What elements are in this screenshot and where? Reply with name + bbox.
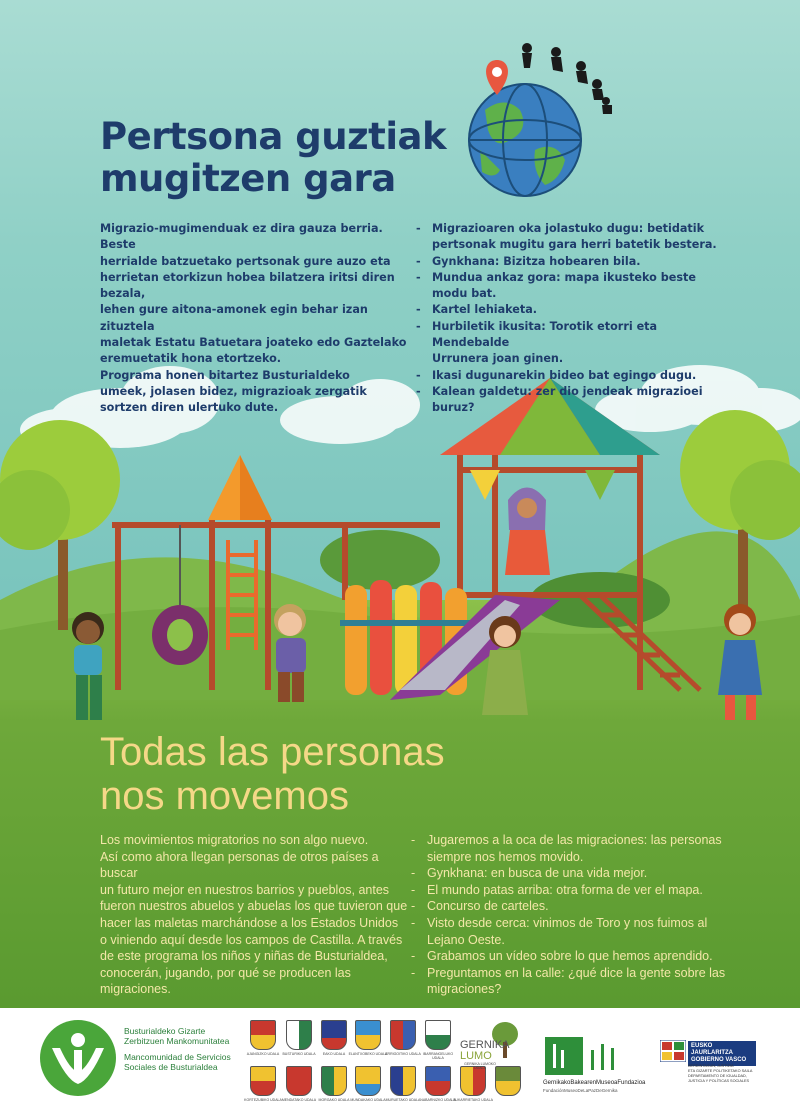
activity-item: - Gynkhana: en busca de una vida mejor.	[411, 865, 731, 882]
shield-caption: MORGAKO UDALA	[318, 1098, 350, 1102]
shield-icon	[286, 1020, 312, 1050]
gernika-logo-line: LUMO	[460, 1050, 492, 1062]
activity-item: - Ikasi dugunarekin bideo bat egingo dugu.	[416, 368, 726, 384]
activity-item: - Jugaremos a la oca de las migraciones: las personas siempre nos hemos movido.	[411, 832, 731, 865]
intro-line: Así como ahora llegan personas de otros países a buscar	[100, 849, 379, 881]
department-line: JUSTICIA Y POLÍTICAS SOCIALES	[688, 1079, 750, 1083]
org-name-line: Mancomunidad de Servicios	[124, 1052, 231, 1062]
title-spanish-line: nos movemos	[100, 774, 349, 818]
intro-line: eremuetatik hona etortzeko.	[100, 352, 282, 366]
shield-icon	[425, 1066, 451, 1096]
department-line: DEPARTAMENTO DE IGUALDAD,	[688, 1074, 747, 1078]
shield-caption: BUSTURIKO UDALA	[282, 1052, 316, 1056]
intro-line: Programa honen bitartez Busturialdeko	[100, 368, 350, 382]
government-name: EUSKO JAURLARITZA	[691, 1043, 733, 1056]
intro-line: o viniendo aquí desde los campos de Castilla. A través	[100, 932, 403, 947]
peace-museum-logo-icon	[545, 1032, 635, 1077]
shield-icon	[355, 1020, 381, 1050]
shield-icon	[425, 1020, 451, 1050]
shield-caption: AJANGIZKO UDALA	[246, 1052, 280, 1056]
activity-item: - Gynkhana: Bizitza hobearen bila.	[416, 254, 726, 270]
child-girl-right	[718, 604, 762, 720]
shield-caption: SUKARRIETAKO UDALA	[453, 1098, 493, 1102]
department-label	[688, 1064, 768, 1084]
gernika-logo-line: GERNIKA	[460, 1039, 510, 1051]
activity-item: - Preguntamos en la calle: ¿qué dice la gente sobre las migraciones?	[411, 965, 731, 998]
intro-line: herrietan etorkizun hobea bilatzera iritsi diren bezala,	[100, 270, 395, 301]
globe-icon	[469, 43, 612, 196]
government-name: GOBIERNO VASCO	[691, 1057, 747, 1063]
org-name-line: Zerbitzuen Mankomunitatea	[124, 1036, 230, 1046]
intro-line: Los movimientos migratorios no son algo nuevo.	[100, 833, 369, 847]
activity-item: - Migrazioaren oka jolastuko dugu: betidatik pertsonak mugitu gara herri batetik bestera.	[416, 221, 726, 254]
intro-line: maletak Estatu Batuetara joateko edo Gaztelako	[100, 336, 407, 350]
activities-spanish	[411, 832, 731, 998]
org-name-line: Busturialdeko Gizarte	[124, 1026, 206, 1036]
shield-caption: NABARNIZKO UDALA	[420, 1098, 456, 1102]
intro-line: lehen gure aitona-amonek egin behar izan zituztela	[100, 303, 368, 333]
intro-line: hacer las maletas marchándose a los Estados Unidos	[100, 915, 399, 930]
shield-icon	[321, 1066, 347, 1096]
shield-icon	[286, 1066, 312, 1096]
peace-museum-foundation	[543, 1080, 648, 1094]
title-spanish	[100, 730, 520, 818]
shield-icon	[495, 1066, 521, 1096]
title-spanish-line: Todas las personas	[100, 730, 445, 774]
department-line: BERDINTASUN, JUSTIZIA	[688, 1064, 734, 1068]
shield-caption: ELANTXOBEKO UDALA	[348, 1052, 388, 1056]
basque-government-label	[688, 1041, 756, 1066]
shield-icon	[355, 1066, 381, 1096]
intro-line: Migrazio-mugimenduak ez dira gauza berria. Beste	[100, 222, 383, 252]
shield-icon	[321, 1020, 347, 1050]
department-line: ETA GIZARTE POLITIKETAKO SAILA	[688, 1069, 753, 1073]
child-boy-left	[72, 612, 104, 720]
child-girl-headscarf	[505, 488, 550, 576]
intro-line: de este programa los niños y niñas de Busturialdea,	[100, 949, 388, 964]
activity-item: - Grabamos un vídeo sobre lo que hemos aprendido.	[411, 948, 731, 965]
foundation-name: GernikakoBakearenMuseoaFundazioa	[543, 1080, 646, 1086]
intro-line: sortzen diren ulertuko dute.	[100, 401, 279, 415]
intro-line: un futuro mejor en nuestros barrios y pueblos, antes	[100, 882, 390, 897]
shield-icon	[250, 1020, 276, 1050]
shield-icon	[250, 1066, 276, 1096]
intro-line: umeek, jolasen bidez, migrazioak zergatik	[100, 384, 367, 398]
basque-government-emblem-icon	[660, 1040, 686, 1062]
activity-item: - Visto desde cerca: vinimos de Toro y nos fuimos al Lejano Oeste.	[411, 915, 731, 948]
activities-basque	[416, 221, 726, 417]
title-basque-line: mugitzen gara	[100, 157, 396, 200]
org-name	[124, 1026, 254, 1072]
intro-line: conocerán, jugando, por qué se producen las migraciones.	[100, 965, 351, 997]
intro-basque	[100, 221, 410, 417]
child-boy-middle	[274, 604, 306, 702]
shield-caption: MENDATAKO UDALA	[281, 1098, 317, 1102]
shield-caption: ERRIGOITIKO UDALA	[385, 1052, 421, 1056]
activity-item: - Kalean galdetu: zer dio jendeak migrazioei buruz?	[416, 384, 726, 417]
gernika-lumo-logo	[460, 1040, 510, 1062]
shield-caption: MUNDAKAKO UDALA	[350, 1098, 386, 1102]
activity-item: - Hurbiletik ikusita: Torotik etorri eta Mendebalde Urrunera joan ginen.	[416, 319, 726, 368]
shield-caption: EAKO UDALA	[322, 1052, 346, 1056]
activity-item: - Kartel lehiaketa.	[416, 302, 726, 318]
shield-caption: GERNIKA LUMOKO UDALA	[464, 1062, 496, 1070]
activity-item: - Concurso de carteles.	[411, 898, 731, 915]
shield-caption: IBARRANGELUKO UDALA	[422, 1052, 454, 1060]
shield-icon	[390, 1020, 416, 1050]
intro-line: herrialde batzuetako pertsonak gure auzo eta	[100, 254, 391, 268]
activity-item: - Mundua ankaz gora: mapa ikusteko beste modu bat.	[416, 270, 726, 303]
intro-line: fueron nuestros abuelos y abuelas los que tuvieron que	[100, 899, 408, 914]
foundation-name: FundaciónMuseoDeLaPazDeGernika	[543, 1088, 618, 1093]
title-basque-line: Pertsona guztiak	[100, 115, 447, 158]
mancomunidad-logo-icon	[38, 1018, 118, 1098]
shield-icon	[460, 1066, 486, 1096]
org-name-line: Sociales de Busturialdea	[124, 1062, 218, 1072]
title-basque	[100, 116, 460, 200]
shield-icon	[390, 1066, 416, 1096]
shield-caption: MURUETAKO UDALA	[385, 1098, 421, 1102]
intro-spanish	[100, 832, 410, 998]
shield-caption: KORTEZUBIKO UDALA	[244, 1098, 282, 1102]
activity-item: - El mundo patas arriba: otra forma de ver el mapa.	[411, 882, 731, 899]
